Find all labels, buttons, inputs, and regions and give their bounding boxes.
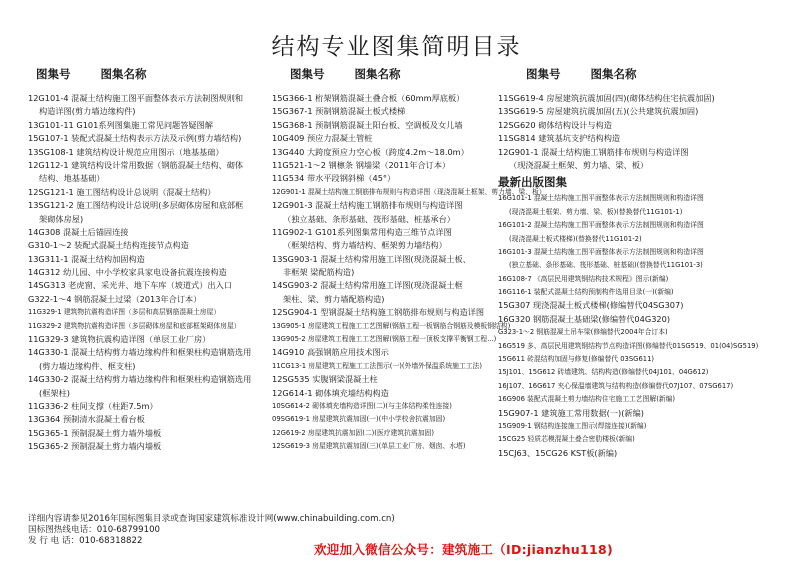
- list-item: 12SG904-1 型钢混凝土结构施工钢筋排布规则与构造详图: [272, 307, 485, 318]
- list-item: 架砌体房屋): [39, 213, 84, 224]
- list-item: 15J101、15G612 砖墙建筑、结构构造(修编替代04J101、04G612): [498, 368, 709, 377]
- list-item: 15G368-1 预制钢筋混凝土阳台板、空调板及女儿墙: [272, 119, 463, 130]
- list-item: G323-1～2 钢筋混凝土吊车梁(修编替代2004年合订本): [498, 328, 668, 337]
- list-item: 12G901-3 混凝土结构施工钢筋排布规则与构造详图: [272, 200, 463, 211]
- list-item: G310-1～2 装配式混凝土结构连接节点构造: [28, 240, 189, 251]
- list-item: 16G519 多、高层民用建筑钢结构节点构造详图(修编替代01SG519、01(04)SG519): [498, 341, 759, 350]
- list-item: (框架柱): [39, 387, 70, 398]
- list-item: 13G905-1 房屋建筑工程施工工艺图解(钢筋工程一板钢筋合钢筋及模板钢结构): [272, 321, 511, 330]
- list-item: 13SG121-2 施工图结构设计总说明(多层砌体房屋和底部框: [28, 200, 244, 211]
- column-header-2: [290, 66, 401, 82]
- list-item: 11G336-2 柱间支撑（柱距7.5m）: [28, 400, 158, 411]
- list-item: 11G329-1 建筑物抗震构造详图（多层和高层钢筋混凝土房屋）: [28, 308, 221, 317]
- list-item: 12G619-2 房屋建筑抗震加固(二)(医疗建筑抗震加固): [272, 428, 434, 437]
- list-item: 结构、地基基础）: [39, 173, 105, 184]
- list-item: 15G367-1 预制钢筋混凝土板式楼梯: [272, 106, 406, 117]
- list-item: 13SG108-1 建筑结构设计规范应用图示（地基基础）: [28, 146, 224, 157]
- list-item: 13G440 大跨度预应力空心板（跨度4.2m～18.0m）: [272, 146, 469, 157]
- list-item: 10G409 预应力混凝土管桩: [272, 133, 373, 144]
- list-item: 16G101-2 混凝土结构施工图平面整体表示方法制图规则和构造详图: [498, 221, 704, 230]
- list-item: 10SG614-2 砌体填充墙构造详图(二)(与主体结构柔性连接): [272, 401, 452, 410]
- list-item: 15G107-1 装配式混凝土结构表示方法及示例(剪力墙结构): [28, 133, 242, 144]
- hotline-label: 国标图热线电话：: [28, 525, 97, 536]
- column-header-1: [36, 66, 147, 82]
- list-item: 16G116-1 装配式混凝土结构预制构件选用目录(一)(新编): [498, 288, 674, 297]
- distribution-phone-label: 发 行 电 话：: [28, 536, 80, 547]
- list-item: 12SG620 砌体结构设计与构造: [498, 119, 612, 130]
- list-item: 16G906 装配式混凝土剪力墙结构住宅施工工艺图解(新编): [498, 395, 676, 404]
- list-item: （现浇混凝土框架、剪力墙、梁、板）: [509, 159, 649, 170]
- header-name: 图集名称: [100, 67, 147, 81]
- list-item: 非框架 梁配筋构造): [283, 267, 355, 278]
- list-item: 构造详图(剪力墙边缘构件): [39, 106, 136, 117]
- list-item: 15CG25 轻质芯模混凝土叠合密肋楼板(新编): [498, 435, 635, 444]
- list-item: 11SG814 建筑基坑支护结构构造: [498, 133, 621, 144]
- list-item: 16G101-1 混凝土结构施工图平面整体表示方法制图规则和构造详图: [498, 194, 704, 203]
- catalog-column-3: [498, 92, 783, 460]
- list-item: 13SG903-1 混凝土结构常用施工详图(现浇混凝土板、: [272, 253, 471, 264]
- list-item: 12G101-4 混凝土结构施工图平面整体表示方法制图规则和: [28, 93, 244, 103]
- list-item: (独立基础、条形基础、筏形基础、桩基础)(替换替代11G101-3): [509, 261, 703, 270]
- distribution-phone-number: 010-68318822: [79, 536, 143, 547]
- list-item: 15G907-1 建筑施工常用数据(一)(新编): [498, 407, 644, 418]
- wechat-promo: 欢迎加入微信公众号：建筑施工（ID:jianzhu118): [314, 542, 614, 557]
- list-item: 16J107、16G617 夹心保温墙建筑与结构构造(修编替代07J107、07SG617): [498, 381, 734, 390]
- list-item: 11SG619-4 房屋建筑抗震加固(四)(砌体结构住宅抗震加固): [498, 93, 715, 103]
- list-item: 15G611 砖混结构加固与修复(修编替代 03SG611): [498, 355, 655, 364]
- list-item: 13G364 预制清水混凝土看台板: [28, 414, 145, 425]
- list-item: 12G614-1 砌体填充墙结构构造: [272, 387, 389, 398]
- list-item: 15G366-1 桁架钢筋混凝土叠合板（60mm厚底板）: [272, 93, 465, 103]
- list-item: 14G312 幼儿园、中小学校家具家电设备抗震连接构造: [28, 267, 227, 278]
- list-item: 15G365-2 预制混凝土剪力墙内墙板: [28, 441, 162, 452]
- list-item: 11CG13-1 房屋建筑工程施工工法图示(一)(外墙外保温系统施工工法): [272, 361, 482, 370]
- list-item: 12G112-1 建筑结构设计常用数据（钢筋混凝土结构、砌体: [28, 159, 244, 170]
- header-code: 图集号: [36, 67, 71, 81]
- list-item: (剪力墙边缘构件、框支柱): [39, 360, 136, 371]
- header-name: 图集名称: [354, 67, 401, 81]
- list-item: 11G534 带水平段钢斜梯（45°）: [272, 173, 396, 184]
- footer-note: 详细内容请参见2016年国标图集目录或查询国家建筑标准设计网(www.chinabuilding.com.cn): [28, 514, 395, 524]
- list-item: 11G902-1 G101系列图集常用构造三维节点详图: [272, 226, 452, 237]
- list-item: 13SG619-5 房屋建筑抗震加固(五)(公共建筑抗震加固): [498, 106, 699, 117]
- list-item: 15CJ63、15CG26 KST板(新编): [498, 447, 618, 458]
- list-item: 11G329-2 建筑物抗震构造详图（多层砌体房屋和底部框架砌体房屋）: [28, 321, 241, 330]
- list-item: 15G909-1 钢结构连接施工图示(焊接连接)(新编): [498, 421, 647, 430]
- list-item: (现浇混凝土框架、剪力墙、梁、板)(替换替代11G101-1): [509, 207, 683, 216]
- list-item: 16G101-3 混凝土结构施工图平面整体表示方法制图规则和构造详图: [498, 247, 704, 256]
- column-header-3: [526, 66, 637, 82]
- list-item: （框架结构、剪力墙结构、框架剪力墙结构）: [283, 240, 447, 251]
- list-item: （独立基础、条形基础、筏形基础、桩基承台）: [283, 213, 455, 224]
- list-item: 14G330-2 混凝土结构剪力墙边缘构件和框架柱构造钢筋选用: [28, 374, 252, 385]
- list-item: 15G365-1 预制混凝土剪力墙外墙板: [28, 427, 162, 438]
- list-item: 13G311-1 混凝土结构加固构造: [28, 253, 145, 264]
- list-item: 14SG903-2 混凝土结构常用施工详图(现浇混凝土框: [272, 280, 463, 291]
- list-item: G322-1～4 钢筋混凝土过梁（2013年合订本）: [28, 293, 202, 304]
- header-code: 图集号: [290, 67, 325, 81]
- list-item: 09SG619-1 房屋建筑抗震加固(一)(中小学校舍抗震加固): [272, 415, 446, 424]
- list-item: 12SG535 实腹钢梁混凝土柱: [272, 374, 378, 385]
- list-item: 12SG619-3 房屋建筑抗震加固(三)(单层工业厂房、烟囱、水塔): [272, 442, 466, 451]
- list-item: 14G910 高强钢筋应用技术图示: [272, 347, 389, 358]
- page-title: 结构专业图集简明目录: [271, 34, 522, 60]
- list-item: 16G108-7 《高层民用建筑钢结构技术规程》图示(新编): [498, 274, 669, 283]
- list-item: 14SG313 老虎窗、采光井、地下车库（坡道式）出入口: [28, 280, 232, 291]
- list-item: 14G330-1 混凝土结构剪力墙边缘构件和框架柱构造钢筋选用: [28, 347, 252, 358]
- list-item: 11G521-1～2 钢檩条 钢墙梁（2011年合订本）: [272, 159, 451, 170]
- catalog-column-1: [28, 92, 278, 454]
- list-item: 12SG121-1 施工图结构设计总说明（混凝土结构）: [28, 186, 216, 197]
- list-item: 13G905-2 房屋建筑工程施工工艺图解(钢筋工程一顶板支撑平衡钢工程...): [272, 335, 497, 344]
- list-item: 13G101-11 G101系列图集施工常见问题答疑图解: [28, 119, 213, 130]
- list-item: 架柱、梁、剪力墙配筋构造): [283, 293, 385, 304]
- new-section-title: 最新出版图集: [498, 175, 567, 190]
- list-item: (现浇混凝土板式楼梯)(替换替代11G101-2): [509, 234, 642, 243]
- header-code: 图集号: [526, 67, 561, 81]
- hotline-number: 010-68799100: [96, 525, 161, 536]
- list-item: 12G901-1 混凝土结构施工钢筋排布规则与构造详图（现浇混凝土框架、剪力墙、梁、板）: [272, 187, 546, 196]
- list-item: 15G307 现浇混凝土板式楼梯(修编替代04SG307): [498, 300, 684, 311]
- header-name: 图集名称: [590, 67, 637, 81]
- list-item: 12G901-1 混凝土结构施工钢筋排布规则与构造详图: [498, 146, 689, 157]
- list-item: 16G320 钢筋混凝土基础梁(修编替代04G320): [498, 313, 671, 324]
- list-item: 14G308 混凝土后锚固连接: [28, 226, 129, 237]
- list-item: 11G329-3 建筑物抗震构造详图（单层工业厂房）: [28, 334, 211, 345]
- hotline-row: [28, 525, 395, 536]
